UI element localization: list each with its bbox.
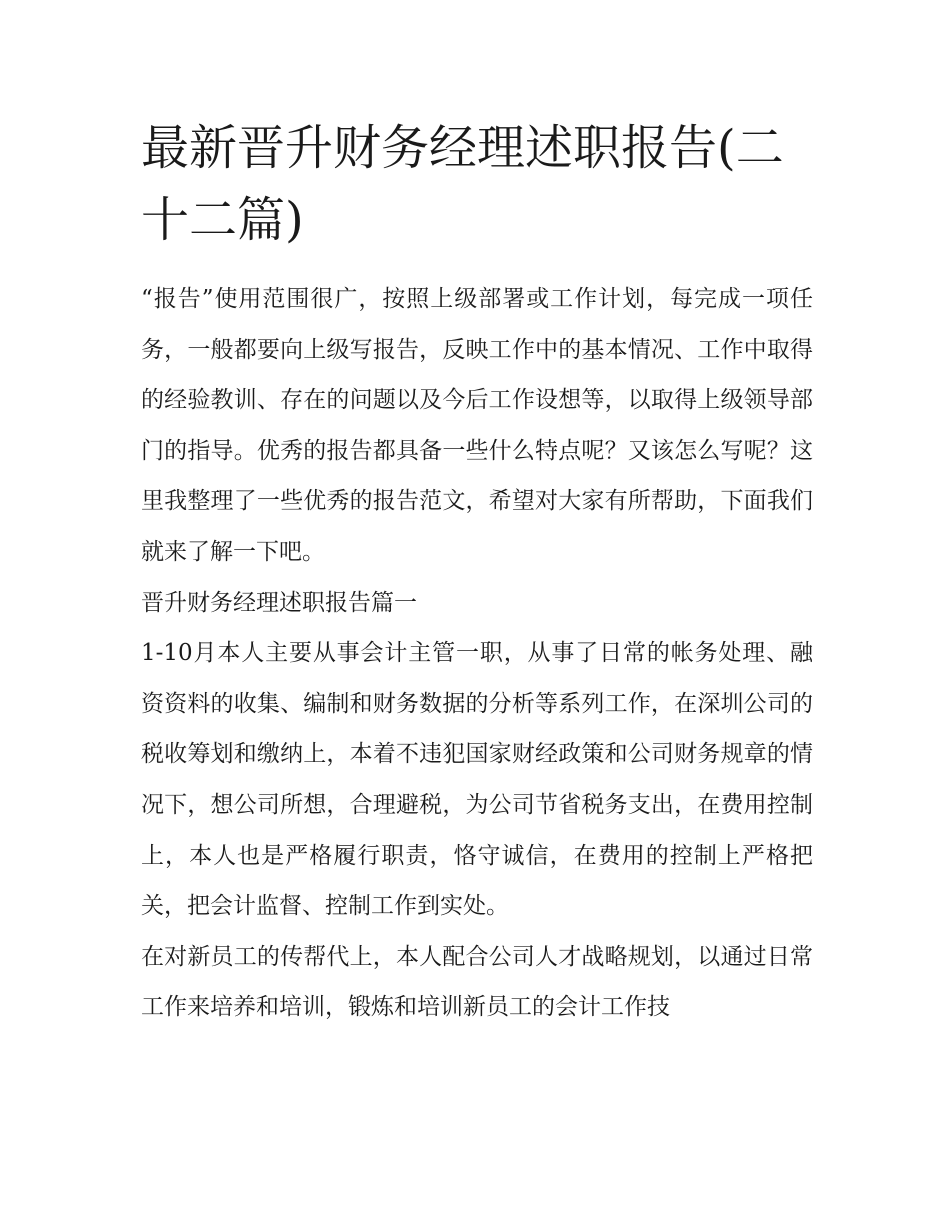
body-paragraph: 在对新员工的传帮代上，本人配合公司人才战略规划，以通过日常工作来培养和培训，锻炼和培训新员工的会计工作技 <box>141 943 813 1021</box>
document-body <box>141 112 813 1033</box>
document-title: 最新晋升财务经理述职报告(二十二篇) <box>141 120 784 248</box>
body-paragraph: 1-10月本人主要从事会计主管一职，从事了日常的帐务处理、融资资料的收集、编制和财务数据的分析等系列工作，在深圳公司的税收筹划和缴纳上，本着不违犯国家财经政策和公司财务规章的情况下，想公司所想，合理避税，为公司节省税务支出，在费用控制上，本人也是严格履行职责，恪守诚信，在费用的控制上严格把关，把会计监督、控制工作到实处。 <box>141 640 813 920</box>
section-heading: 晋升财务经理述职报告篇一 <box>141 589 417 616</box>
intro-paragraph: “报告”使用范围很广，按照上级部署或工作计划，每完成一项任务，一般都要向上级写报告，反映工作中的基本情况、工作中取得的经验教训、存在的问题以及今后工作设想等，以取得上级领导部门的指导。优秀的报告都具备一些什么特点呢？又该怎么写呢？这里我整理了一些优秀的报告范文，希望对大家有所帮助，下面我们就来了解一下吧。 <box>141 286 813 565</box>
